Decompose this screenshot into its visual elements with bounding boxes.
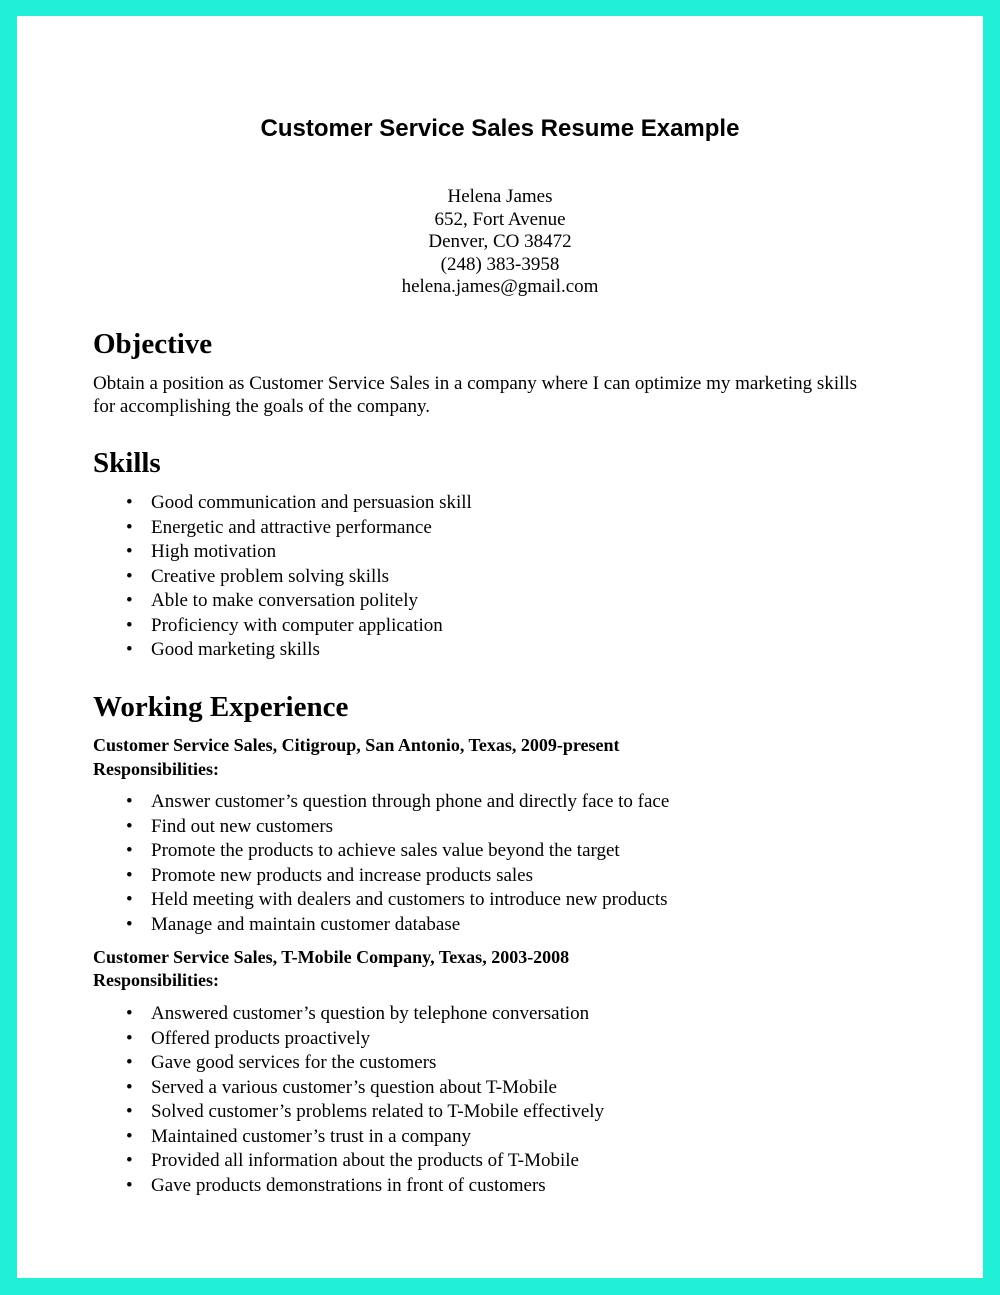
list-item: • Gave products demonstrations in front of customers bbox=[93, 1174, 604, 1199]
job-1-responsibilities-label: Responsibilities: bbox=[93, 759, 220, 779]
list-item: • Gave good services for the customers bbox=[93, 1051, 604, 1076]
objective-text bbox=[93, 372, 913, 418]
skills-list bbox=[93, 491, 472, 663]
job-2-responsibilities-label: Responsibilities: bbox=[93, 970, 220, 990]
list-item: • Promote new products and increase products sales bbox=[93, 864, 669, 889]
list-item: • Creative problem solving skills bbox=[93, 565, 472, 590]
list-item: • Held meeting with dealers and customers to introduce new products bbox=[93, 888, 669, 913]
document-title: Customer Service Sales Resume Example bbox=[260, 115, 740, 142]
resume-page bbox=[17, 16, 983, 1278]
job-1-title: Customer Service Sales, Citigroup, San Antonio, Texas, 2009-present bbox=[93, 735, 620, 755]
list-item: • Able to make conversation politely bbox=[93, 589, 472, 614]
list-item: • Manage and maintain customer database bbox=[93, 913, 669, 938]
objective-line-2: for accomplishing the goals of the company. bbox=[93, 396, 430, 417]
list-item: • Provided all information about the products of T-Mobile bbox=[93, 1149, 604, 1174]
list-item: • Energetic and attractive performance bbox=[93, 516, 472, 541]
contact-email: helena.james@gmail.com bbox=[401, 276, 599, 297]
list-item: • High motivation bbox=[93, 540, 472, 565]
list-item: • Good marketing skills bbox=[93, 638, 472, 663]
job-2-responsibilities-list bbox=[93, 1002, 604, 1198]
job-2-title: Customer Service Sales, T-Mobile Company, Texas, 2003-2008 bbox=[93, 947, 570, 967]
list-item: • Offered products proactively bbox=[93, 1027, 604, 1052]
contact-city: Denver, CO 38472 bbox=[428, 231, 572, 252]
job-1-responsibilities-list bbox=[93, 790, 669, 937]
contact-address: 652, Fort Avenue bbox=[434, 208, 566, 230]
contact-phone: (248) 383-3958 bbox=[440, 253, 560, 275]
list-item: • Solved customer’s problems related to T-Mobile effectively bbox=[93, 1100, 604, 1125]
list-item: • Proficiency with computer application bbox=[93, 614, 472, 639]
contact-name: Helena James bbox=[447, 186, 553, 207]
list-item: • Served a various customer’s question about T-Mobile bbox=[93, 1076, 604, 1101]
experience-heading: Working Experience bbox=[93, 691, 349, 723]
list-item: • Promote the products to achieve sales value beyond the target bbox=[93, 839, 669, 864]
list-item: • Good communication and persuasion skill bbox=[93, 491, 472, 516]
list-item: • Find out new customers bbox=[93, 815, 669, 840]
list-item: • Maintained customer’s trust in a company bbox=[93, 1125, 604, 1150]
objective-heading: Objective bbox=[93, 328, 213, 360]
list-item: • Answered customer’s question by telephone conversation bbox=[93, 1002, 604, 1027]
contact-block bbox=[17, 186, 983, 299]
list-item: • Answer customer’s question through phone and directly face to face bbox=[93, 790, 669, 815]
objective-line-1: Obtain a position as Customer Service Sales in a company where I can optimize my marketing skills bbox=[93, 373, 858, 394]
skills-heading: Skills bbox=[93, 447, 161, 479]
